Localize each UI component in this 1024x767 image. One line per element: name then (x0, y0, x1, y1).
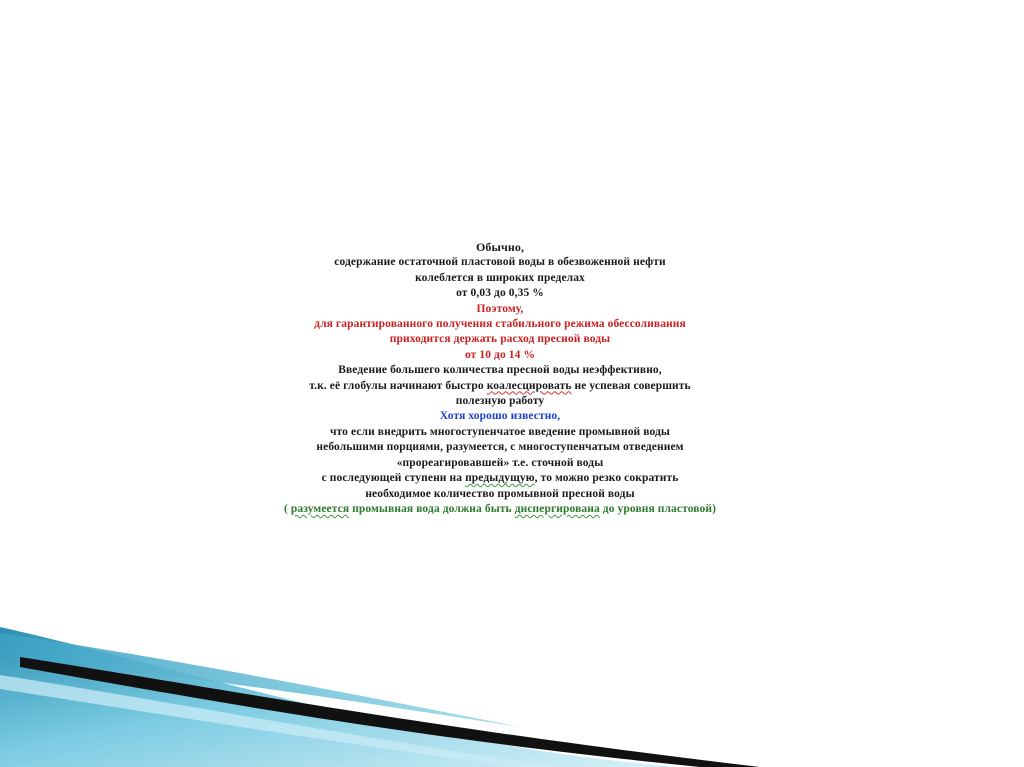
spellcheck-word: коалесцировать (486, 379, 572, 392)
text-fragment: промывная вода должна быть (349, 502, 515, 515)
text-line: Введение большего количества пресной воды неэффективно, (338, 364, 662, 377)
slide-text-block (230, 240, 770, 517)
spellcheck-word: предыдущую (465, 472, 535, 485)
text-fragment: с последующей ступени на (321, 472, 466, 485)
text-line: Обычно, (475, 240, 525, 254)
text-line-blue: Хотя хорошо известно, (439, 410, 561, 423)
text-line (230, 471, 770, 486)
text-line: содержание остаточной пластовой воды в обезвоженной нефти (334, 256, 666, 269)
text-line-red: приходится держать расход пресной воды (389, 333, 611, 346)
text-fragment: т.к. её глобулы начинают быстро (309, 379, 487, 392)
text-line: колеблется в широких пределах (415, 271, 585, 284)
bottom-wave-decoration (0, 627, 1024, 767)
text-line: «прореагировавшей» т.е. сточной воды (396, 456, 604, 469)
spellcheck-word: разумеется (290, 502, 350, 515)
text-line: небольшими порциями, разумеется, с многоступенчатым отведением (316, 441, 684, 454)
text-line: от 0,03 до 0,35 % (456, 287, 544, 300)
text-fragment: не успевая совершить (571, 379, 691, 392)
text-fragment: , то можно резко сократить (534, 472, 679, 485)
text-line-red: для гарантированного получения стабильного режима обессоливания (314, 318, 686, 331)
text-line-red: Поэтому, (476, 302, 524, 315)
text-fragment: до уровня пластовой) (599, 502, 717, 515)
text-fragment: ( (283, 502, 291, 515)
text-line-green (230, 502, 770, 517)
text-line: что если внедрить многоступенчатое введение промывной воды (329, 425, 671, 438)
text-line-red: от 10 до 14 % (464, 348, 536, 361)
spellcheck-word: диспергирована (514, 502, 600, 515)
text-line (230, 379, 770, 394)
text-line: полезную работу (455, 395, 545, 408)
text-line: необходимое количество промывной пресной воды (365, 487, 635, 500)
